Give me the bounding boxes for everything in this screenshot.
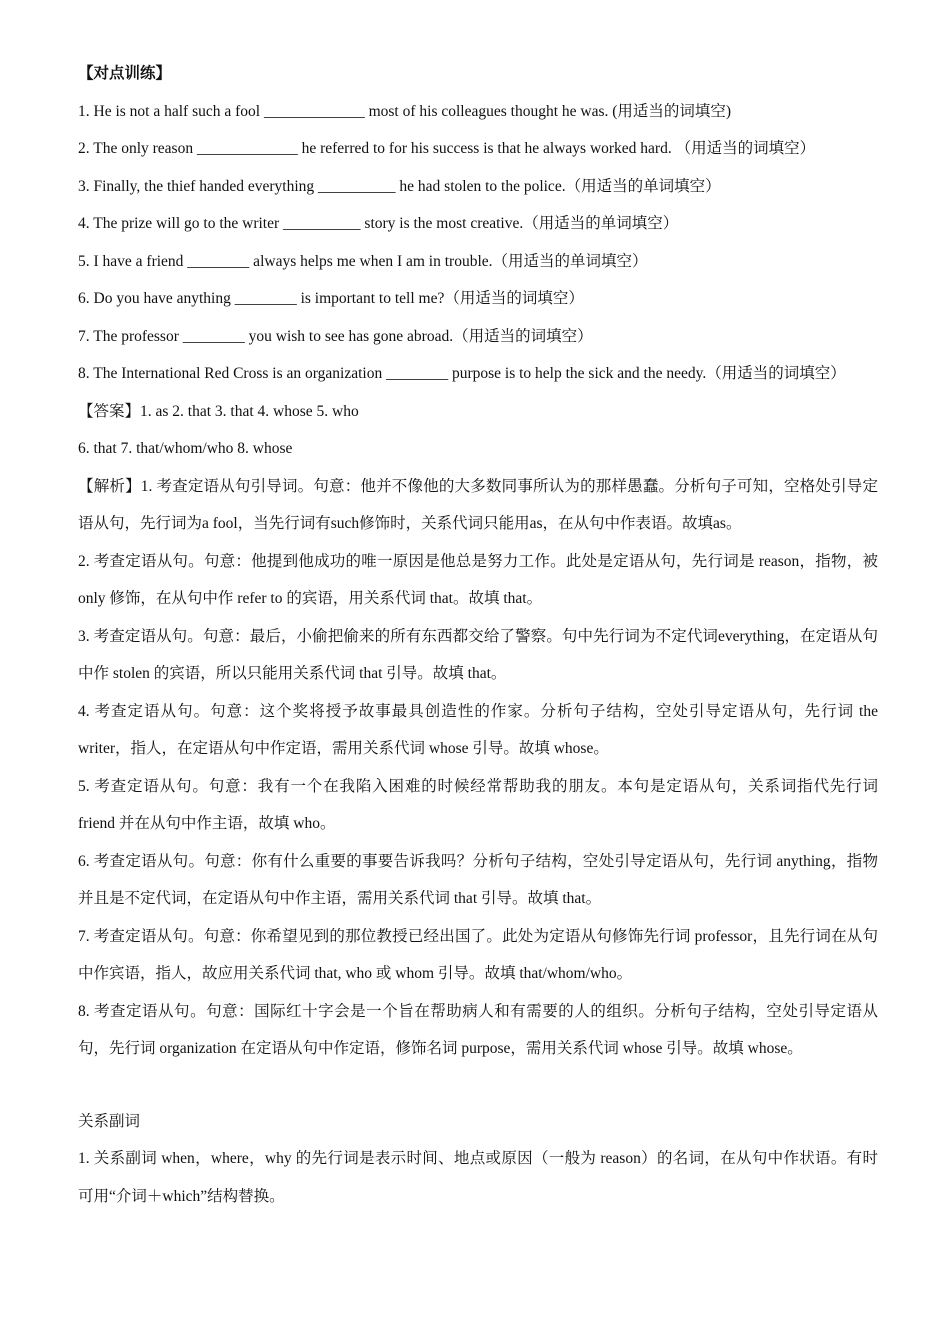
question-3: 3. Finally, the thief handed everything __________ he had stolen to the police.（用适当的单词填空） <box>78 177 721 195</box>
question-5: 5. I have a friend ________ always helps me when I am in trouble.（用适当的单词填空） <box>78 252 648 270</box>
answer-line-2: 6. that 7. that/whom/who 8. whose <box>78 440 293 457</box>
question-4: 4. The prize will go to the writer __________ story is the most creative.（用适当的单词填空） <box>78 215 679 232</box>
section-heading: 【对点训练】 <box>78 65 172 82</box>
question-8: 8. The International Red Cross is an organization ________ purpose is to help the sick and the needy.（用适当的词填空） <box>78 365 846 382</box>
question-6: 6. Do you have anything ________ is important to tell me?（用适当的词填空） <box>78 290 584 307</box>
explanation-1: 【解析】1. 考查定语从句引导词。句意：他并不像他的大多数同事所认为的那样愚蠢。分析句子可知，空格处引导定语从句，先行词为a fool，当先行词有such修饰时，关系代词只能用as，在从句中作表语。故填as。 <box>78 477 878 532</box>
document-page <box>78 55 878 1215</box>
explanation-4: 4. 考查定语从句。句意：这个奖将授予故事最具创造性的作家。分析句子结构，空处引导定语从句，先行词 the writer，指人，在定语从句中作定语，需用关系代词 whose 引导。故填 whose。 <box>78 702 878 757</box>
explanation-8: 8. 考查定语从句。句意：国际红十字会是一个旨在帮助病人和有需要的人的组织。分析句子结构，空处引导定语从句，先行词 organization 在定语从句中作定语，修饰名词 purpose，需用关系代词 whose 引导。故填 whose。 <box>78 1002 878 1057</box>
relative-adverb-text: 1. 关系副词 when，where，why 的先行词是表示时间、地点或原因（一般为 reason）的名词，在从句中作状语。有时可用“介词＋which”结构替换。 <box>78 1150 878 1205</box>
explanation-6: 6. 考查定语从句。句意：你有什么重要的事要告诉我吗？分析句子结构，空处引导定语从句，先行词 anything，指物并且是不定代词，在定语从句中作主语，需用关系代词 that 引导。故填 that。 <box>78 852 878 907</box>
explanation-5: 5. 考查定语从句。句意：我有一个在我陷入困难的时候经常帮助我的朋友。本句是定语从句，关系词指代先行词 friend 并在从句中作主语，故填 who。 <box>78 777 878 832</box>
explanation-3: 3. 考查定语从句。句意：最后，小偷把偷来的所有东西都交给了警察。句中先行词为不定代词everything，在定语从句中作 stolen 的宾语，所以只能用关系代词 that 引导。故填 that。 <box>78 627 878 682</box>
explanation-7: 7. 考查定语从句。句意：你希望见到的那位教授已经出国了。此处为定语从句修饰先行词 professor，且先行词在从句中作宾语，指人，故应用关系代词 that, who 或 whom 引导。故填 that/whom/who。 <box>78 927 878 982</box>
question-1: 1. He is not a half such a fool _____________ most of his colleagues thought he was. (用适当的词填空) <box>78 102 732 120</box>
question-2: 2. The only reason _____________ he referred to for his success is that he always worked hard. （用适当的词填空） <box>78 140 816 157</box>
answer-line-1: 【答案】1. as 2. that 3. that 4. whose 5. who <box>78 402 359 420</box>
question-7: 7. The professor ________ you wish to see has gone abroad.（用适当的词填空） <box>78 327 593 345</box>
explanation-2: 2. 考查定语从句。句意：他提到他成功的唯一原因是他总是努力工作。此处是定语从句，先行词是 reason，指物，被 only 修饰，在从句中作 refer to 的宾语，用关系代词 that。故填 that。 <box>78 552 878 607</box>
relative-adverb-title: 关系副词 <box>78 1112 141 1130</box>
